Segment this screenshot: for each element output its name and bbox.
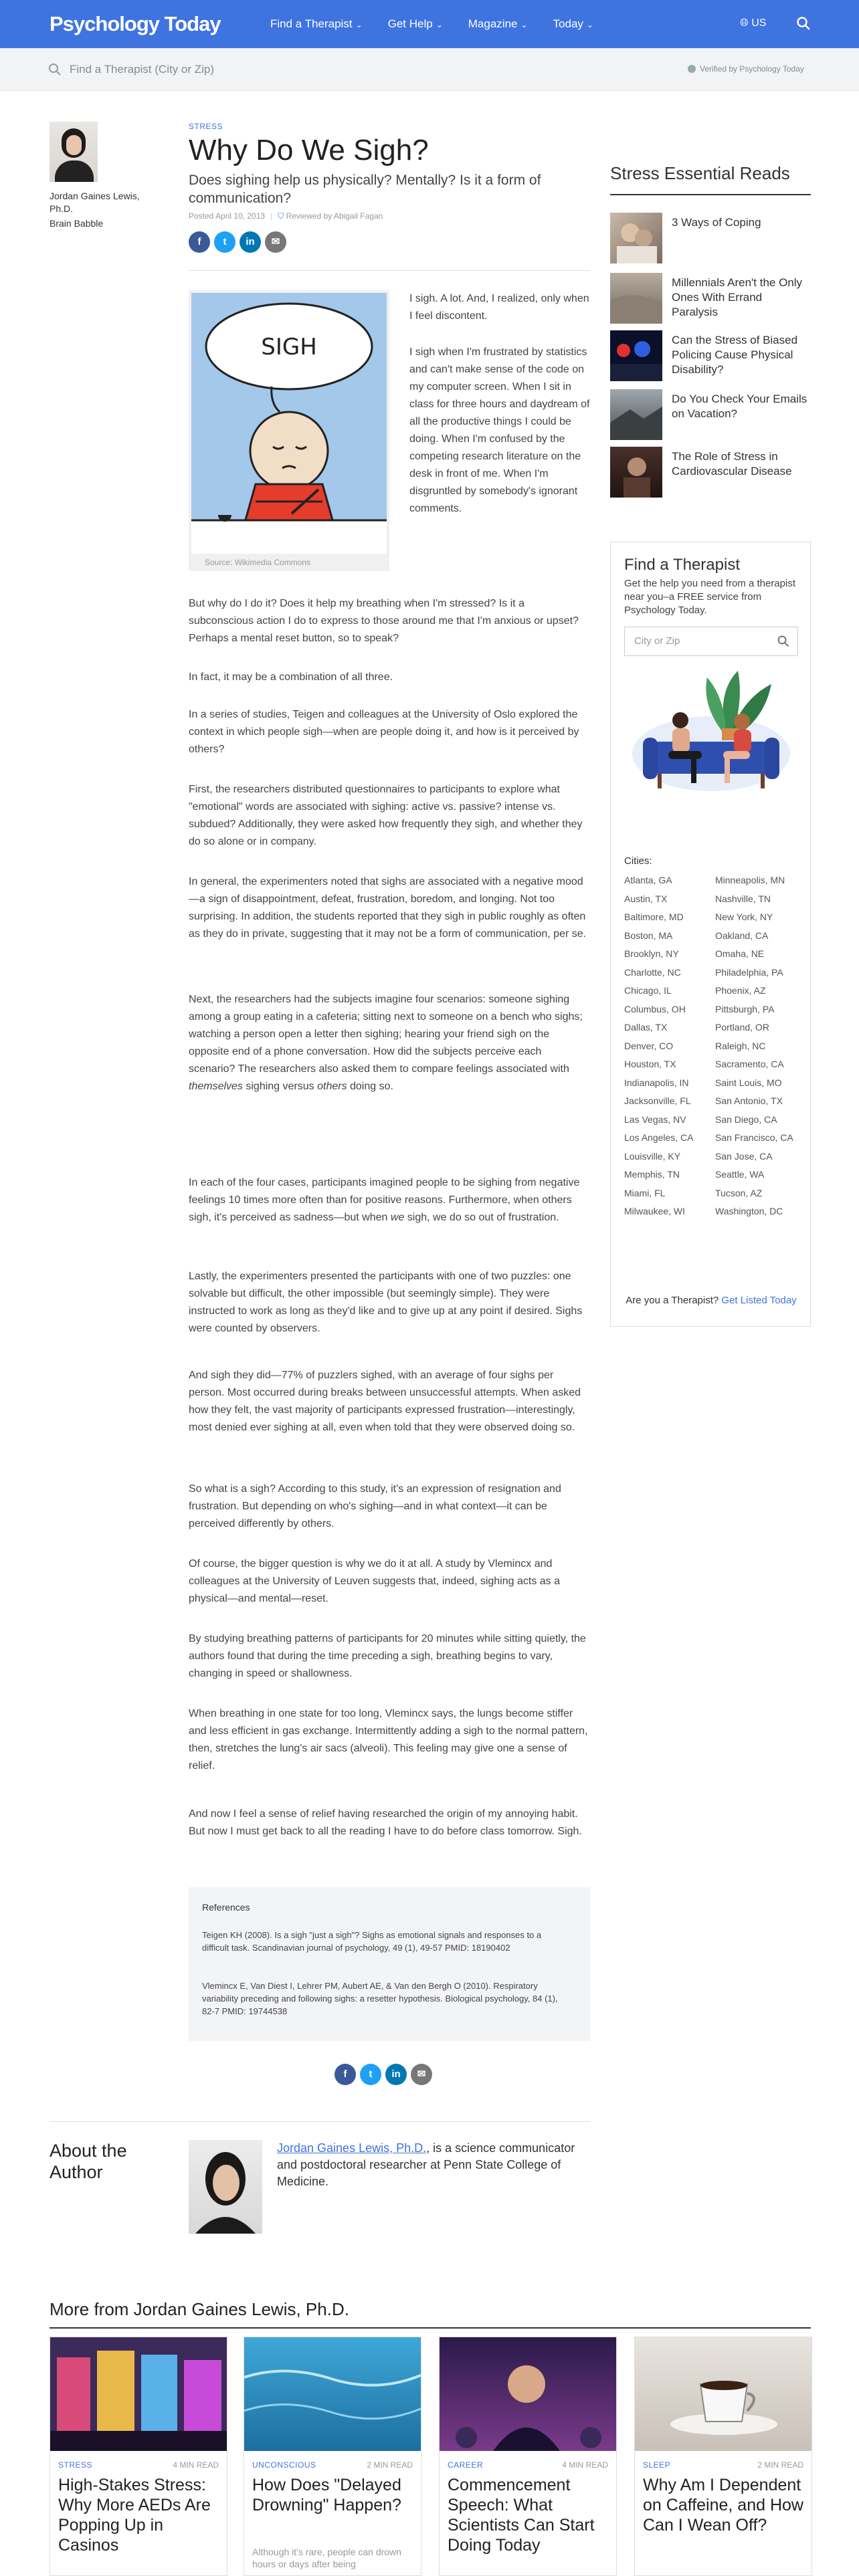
related-article-card[interactable] [634,2337,812,2576]
essential-read-thumbnail [610,213,662,263]
related-article-card[interactable] [439,2337,617,2576]
essential-read-title: Millennials Aren't the Only Ones With Errand Paralysis [672,276,803,318]
essential-read-item[interactable] [610,389,811,440]
city-link[interactable]: Atlanta, GA [624,875,672,885]
article-paragraph: But why do I do it? Does it help my breathing when I'm stressed? Is it a subconscious action I do to express to those around me that I'm anxious or upset? Perhaps a mental reset button, so to speak? [189,598,579,644]
about-author-text: , is a science communicator and postdoctoral researcher at Penn State College of Medicine. [277,2141,575,2188]
nav-find-therapist[interactable] [270,17,363,31]
share-buttons-top [189,231,286,253]
article-figure [189,290,389,571]
author-avatar[interactable] [50,122,98,182]
nav-magazine[interactable] [468,17,528,31]
city-link[interactable]: San Francisco, CA [715,1132,793,1143]
posted-date: Posted April 10, 2013 [189,211,266,221]
related-article-card[interactable] [244,2337,421,2576]
about-author-link[interactable]: Jordan Gaines Lewis, Ph.D. [277,2141,427,2155]
article-topic[interactable]: STRESS [58,2460,93,2470]
chevron-down-icon: ⌄ [586,20,593,29]
article-subtitle: Does sighing help us physically? Mentally? Is it a form of communication? [189,173,541,206]
nav-links [270,17,593,31]
cities-label: Cities: [624,855,652,867]
city-link[interactable]: Denver, CO [624,1040,674,1051]
city-link[interactable]: Philadelphia, PA [715,966,783,978]
city-link[interactable]: Phoenix, AZ [715,985,766,996]
city-link[interactable]: Seattle, WA [715,1169,765,1180]
city-link[interactable]: Milwaukee, WI [624,1206,686,1216]
city-link[interactable]: Portland, OR [715,1022,769,1033]
therapist-search-bar [0,48,859,91]
speech-text: SIGH [261,334,317,360]
facebook-share-button[interactable]: f [335,2064,356,2085]
city-zip-field [624,627,798,656]
find-therapist-title: Find a Therapist [624,556,740,574]
essential-read-item[interactable] [610,213,811,263]
related-article-image [440,2337,617,2451]
city-link[interactable]: Baltimore, MD [624,911,684,922]
therapy-session-illustration [624,667,798,800]
nav-link-label: Magazine [468,17,518,30]
article-paragraph: First, the researchers distributed questionnaires to participants to explore what "emotional" words are associated with sighing: active vs. passive? intense vs. subdued? Additionally, they were asked how frequently they sigh, and whether they do so alone or in company. [189,784,583,847]
city-list [624,874,805,1224]
city-link[interactable]: San Jose, CA [715,1150,773,1162]
share-buttons-bottom [335,2064,432,2085]
city-link[interactable]: Memphis, TN [624,1169,680,1180]
city-link[interactable]: Dallas, TX [624,1022,668,1033]
related-article-title[interactable]: Commencement Speech: What Scientists Can Start Doing Today [448,2476,595,2555]
therapist-listing-cta [624,1294,798,1307]
figure-caption: Source: Wikimedia Commons [205,558,311,567]
therapist-search-input[interactable]: Find a Therapist (City or Zip) [70,63,215,76]
city-link[interactable]: Austin, TX [624,893,668,904]
city-link[interactable]: Chicago, IL [624,985,672,996]
related-article-image [50,2337,227,2451]
city-link[interactable]: Pittsburgh, PA [715,1003,775,1014]
nav-today[interactable] [553,17,593,31]
article-paragraph: Next, the researchers had the subjects imagine four scenarios: someone sighing among a group eating in a cafeteria; sitting next to someone on a bench who sighs; watching a person open a letter then sighing; hearing your friend sigh on the opposite end of a phone conversation. How did the subjects perceive each scenario? The researchers also asked them to compare feelings associated with themselves sighing versus others doing so. [189,994,583,1092]
city-link[interactable]: San Antonio, TX [715,1095,783,1106]
article-paragraph: In each of the four cases, participants imagined people to be sighing from negative feelings 10 times more often than for positive reasons. Furthermore, when others sigh, it's perceived as sadness—but when we sigh, we do so out of frustration. [189,1177,580,1223]
article-paragraph: And now I feel a sense of relief having researched the origin of my annoying habit. But now I must get back to all the reading I have to do before class tomorrow. Sigh. [189,1808,582,1837]
city-link[interactable]: Sacramento, CA [715,1059,784,1069]
essential-reads-title: Stress Essential Reads [610,163,790,183]
article-meta: Posted April 10, 2013 | ⛉ Reviewed by Abigail Fagan [189,211,383,221]
city-link[interactable]: Raleigh, NC [715,1040,766,1051]
essential-read-thumbnail [610,330,662,381]
chevron-down-icon: ⌄ [520,20,528,29]
city-link[interactable]: Minneapolis, MN [715,875,785,885]
article-paragraph: In general, the experimenters noted that sighs are associated with a negative mood—a sign of disappointment, defeat, frustration, boredom, and longing. Not too surprising. In addition, the students reported that they sigh in public roughly as often as they do in private, suggesting that it may not be a form of communication, per se. [189,876,587,940]
linkedin-share-button[interactable]: in [385,2064,407,2085]
city-link[interactable]: Tucson, AZ [715,1187,763,1198]
reference-item: Vlemincx E, Van Diest I, Lehrer PM, Aubert AE, & Van den Bergh O (2010). Respiratory variability preceding and following sighs: a resetter hypothesis. Biological psychology, 84 (1), 82-7 PMID: 19744538 [202,1981,558,2016]
essential-read-thumbnail [610,389,662,440]
read-time: 4 MIN READ [562,2460,608,2470]
city-link[interactable]: Charlotte, NC [624,966,681,978]
article-paragraph: Lastly, the experimenters presented the participants with one of two puzzles: one solvable but difficult, the other impossible (but seemingly simple). They were instructed to work as long as they'd like and to give up at any point if desired. Sighs were counted by observers. [189,1271,583,1334]
related-article-title[interactable]: High-Stakes Stress: Why More AEDs Are Popping Up in Casinos [58,2476,211,2555]
essential-read-thumbnail [610,447,662,498]
article-paragraph: When breathing in one state for too long, Vlemincx says, the lungs become stiffer and less efficient in gas exchange. Intermittently adding a sigh to the normal pattern, then, stretches the lung's air sacs (alveoli). This feeling may give one a sense of relief. [189,1708,588,1772]
find-therapist-description: Get the help you need from a therapist near you–a FREE service from Psychology Today. [624,578,795,616]
more-from-title: More from Jordan Gaines Lewis, Ph.D. [50,2299,349,2319]
article-paragraph: Of course, the bigger question is why we do it at all. A study by Vlemincx and colleagues at the University of Leuven suggests that, indeed, sighing acts as a physical—and mental—reset. [189,1558,561,1604]
article-topic[interactable]: STRESS [189,122,223,131]
email-share-button[interactable]: ✉ [411,2064,432,2085]
divider [50,2121,590,2122]
essential-read-title: Do You Check Your Emails on Vacation? [672,393,807,420]
essential-read-title: Can the Stress of Biased Policing Cause Physical Disability? [672,334,798,376]
author-name[interactable]: Jordan Gaines Lewis, Ph.D. [50,191,140,214]
about-author-photo[interactable] [189,2140,262,2234]
city-link[interactable]: New York, NY [715,911,773,922]
city-zip-input[interactable] [634,635,768,647]
read-time: 2 MIN READ [757,2460,803,2470]
related-article-title[interactable]: Why Am I Dependent on Caffeine, and How Can I Wean Off? [643,2476,803,2535]
nav-get-help[interactable] [388,17,443,31]
about-author-title: About the Author [50,2141,127,2182]
city-link[interactable]: Saint Louis, MO [715,1077,782,1088]
verified-text: Verified by Psychology Today [700,64,804,74]
chevron-down-icon: ⌄ [436,20,443,29]
region-label: US [751,17,767,29]
article-title: Why Do We Sigh? [189,134,429,167]
essential-read-title: 3 Ways of Coping [672,216,761,229]
charlie-brown-cartoon [191,293,387,554]
reference-item: Teigen KH (2008). Is a sigh "just a sigh"? Sighs as emotional signals and responses to a difficult task. Scandinavian journal of psychology, 49 (1), 49-57 PMID: 18190402 [202,1930,542,1953]
essential-read-item[interactable] [610,273,811,324]
city-link[interactable]: Indianapolis, IN [624,1077,689,1088]
facebook-share-button[interactable]: f [189,231,210,253]
article-paragraph: And sigh they did—77% of puzzlers sighed, with an average of four sighs per person. Most occurred during breaks between unsuccessful attempts. When asked how they felt, the vast majority of participants expressed frustration—interestingly, most denied ever sighing at all, even when told that they were observed doing so. [189,1370,581,1433]
city-link[interactable]: Nashville, TN [715,893,771,904]
divider [189,270,590,271]
related-article-card[interactable] [50,2337,227,2576]
globe-icon: 🌐︎ [740,17,752,29]
article-paragraph: In fact, it may be a combination of all three. [189,671,393,683]
linkedin-share-button[interactable]: in [240,231,261,253]
essential-read-thumbnail [610,273,662,324]
twitter-share-button[interactable]: t [214,231,235,253]
verified-icon [688,65,696,73]
essential-read-title: The Role of Stress in Cardiovascular Disease [672,450,792,477]
references-title: References [202,1902,250,1913]
twitter-share-button[interactable]: t [360,2064,381,2085]
divider [50,2327,811,2329]
nav-link-label: Today [553,17,583,30]
city-link[interactable]: Oakland, CA [715,930,769,941]
region-selector[interactable] [740,17,766,29]
reviewer[interactable]: Reviewed by Abigail Fagan [286,211,383,221]
about-author-bio [277,2140,591,2190]
chevron-down-icon: ⌄ [355,20,363,29]
city-link[interactable]: Los Angeles, CA [624,1132,694,1143]
get-listed-link[interactable]: Get Listed Today [721,1295,797,1306]
site-logo[interactable]: Psychology Today [50,12,221,35]
city-link[interactable]: San Diego, CA [715,1113,777,1125]
shield-icon: ⛉ [278,211,286,221]
blog-name[interactable]: Brain Babble [50,218,104,229]
related-article-image [244,2337,421,2451]
nav-link-label: Get Help [387,17,433,30]
divider [610,194,811,195]
city-link[interactable]: Brooklyn, NY [624,948,679,959]
references-box [189,1887,590,2041]
city-link[interactable]: Columbus, OH [624,1003,686,1014]
city-link[interactable]: Boston, MA [624,930,673,941]
therapist-question: Are you a Therapist? [626,1295,719,1306]
article-topic[interactable]: CAREER [448,2460,484,2470]
search-icon[interactable] [796,16,811,31]
email-share-button[interactable]: ✉ [265,231,286,253]
city-link[interactable]: Louisville, KY [624,1150,681,1162]
essential-read-item[interactable] [610,447,811,498]
top-nav [0,0,859,48]
city-link[interactable]: Las Vegas, NV [624,1113,686,1125]
article-topic[interactable]: SLEEP [643,2460,671,2470]
related-article-snippet: Although it's rare, people can drown hours or days after being [252,2547,401,2569]
city-link[interactable]: Miami, FL [624,1187,666,1198]
city-link[interactable]: Omaha, NE [715,948,765,959]
verified-badge [688,64,804,74]
nav-link-label: Find a Therapist [270,17,353,30]
read-time: 2 MIN READ [367,2460,413,2470]
city-link[interactable]: Jacksonville, FL [624,1095,691,1106]
article-paragraph: I sigh when I'm frustrated by statistics and can't make sense of the code on my computer screen. When I sit in class for three hours and daydream of all the productive things I could be doing. When I'm confused by the competing research literature on the desk in front of me. When I'm disgruntled by somebody's ignorant comments. [409,346,590,514]
article-topic[interactable]: UNCONSCIOUS [252,2460,316,2470]
related-article-image [635,2337,812,2451]
read-time: 4 MIN READ [173,2460,219,2470]
search-icon [48,63,62,76]
article-paragraph: So what is a sigh? According to this study, it's an expression of resignation and frustration. But depending on who's sighing—and in what context—it can be perceived differently by others. [189,1483,561,1529]
essential-read-item[interactable] [610,330,811,381]
find-therapist-widget [610,542,811,1327]
city-link[interactable]: Houston, TX [624,1059,676,1069]
related-article-title[interactable]: How Does "Delayed Drowning" Happen? [252,2476,401,2514]
article-paragraph: I sigh. A lot. And, I realized, only when I feel discontent. [409,293,589,322]
search-icon[interactable] [777,635,789,647]
city-link[interactable]: Washington, DC [715,1206,783,1216]
article-paragraph: By studying breathing patterns of participants for 20 minutes while sitting quietly, the authors found that during the time preceding a sigh, breathing begins to vary, changing in speed or shallowness. [189,1633,586,1679]
article-paragraph: In a series of studies, Teigen and colleagues at the University of Oslo explored the context in which people sigh—when are people doing it, and how is it perceived by others? [189,709,579,755]
